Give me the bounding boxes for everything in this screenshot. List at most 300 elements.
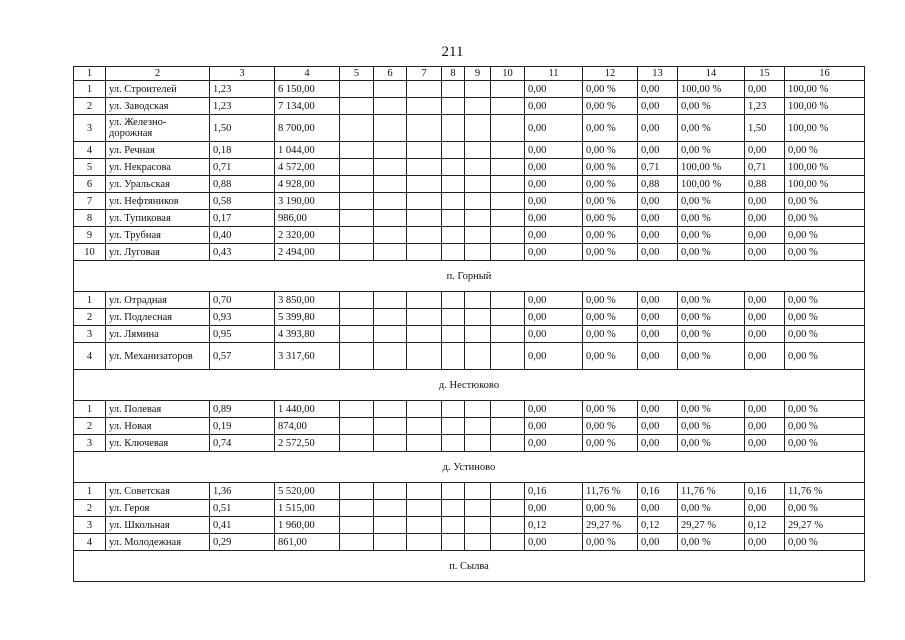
- table-cell: 0,00 %: [583, 326, 638, 343]
- table-cell: ул. Уральская: [106, 176, 210, 193]
- table-cell: ул. Строителей: [106, 81, 210, 98]
- table-cell: 1,23: [210, 98, 275, 115]
- table-cell: 0,16: [745, 483, 785, 500]
- table-cell: 0,00: [638, 534, 678, 551]
- table-cell: [374, 115, 407, 142]
- table-cell: [491, 326, 525, 343]
- table-cell: 0,00: [525, 244, 583, 261]
- table-cell: [340, 517, 374, 534]
- table-row: [74, 98, 865, 115]
- table-cell: 3 850,00: [275, 292, 340, 309]
- table-cell: ул. Некрасова: [106, 159, 210, 176]
- table-cell: 3: [74, 115, 106, 142]
- table-cell: ул. Трубная: [106, 227, 210, 244]
- table-cell: 4: [74, 534, 106, 551]
- table-cell: [407, 98, 442, 115]
- table-cell: [374, 483, 407, 500]
- table-cell: 0,00 %: [583, 534, 638, 551]
- table-cell: 0,00: [745, 227, 785, 244]
- table-row: [74, 343, 865, 370]
- table-cell: 2: [74, 309, 106, 326]
- table-cell: [442, 500, 465, 517]
- table-cell: 0,29: [210, 534, 275, 551]
- table-cell: [374, 159, 407, 176]
- column-header: 10: [491, 67, 525, 81]
- table-cell: 0,00: [745, 81, 785, 98]
- table-cell: 5 520,00: [275, 483, 340, 500]
- table-cell: [374, 309, 407, 326]
- table-cell: [374, 517, 407, 534]
- table-cell: [491, 227, 525, 244]
- table-cell: 0,00: [745, 193, 785, 210]
- table-cell: 0,00 %: [583, 292, 638, 309]
- table-cell: 0,00 %: [583, 159, 638, 176]
- table-cell: [491, 500, 525, 517]
- table-cell: 7: [74, 193, 106, 210]
- table-cell: [442, 210, 465, 227]
- table-cell: [407, 309, 442, 326]
- table-cell: 0,71: [210, 159, 275, 176]
- table-cell: 0,00: [638, 435, 678, 452]
- table-cell: 0,00: [745, 343, 785, 370]
- table-cell: 29,27 %: [583, 517, 638, 534]
- table-cell: [374, 435, 407, 452]
- table-cell: 1 960,00: [275, 517, 340, 534]
- table-cell: 0,00: [745, 418, 785, 435]
- table-cell: [407, 210, 442, 227]
- table-cell: 1: [74, 483, 106, 500]
- column-header: 12: [583, 67, 638, 81]
- table-cell: 100,00 %: [785, 115, 865, 142]
- table-cell: [374, 534, 407, 551]
- table-row: [74, 309, 865, 326]
- table-cell: 10: [74, 244, 106, 261]
- table-cell: [465, 309, 491, 326]
- table-cell: 0,00 %: [678, 401, 745, 418]
- table-cell: 29,27 %: [678, 517, 745, 534]
- table-cell: [340, 115, 374, 142]
- table-cell: [340, 401, 374, 418]
- table-cell: [340, 193, 374, 210]
- table-cell: [340, 176, 374, 193]
- table-cell: 0,00: [638, 292, 678, 309]
- table-cell: 0,00: [638, 244, 678, 261]
- table-cell: [465, 401, 491, 418]
- table-cell: 3 190,00: [275, 193, 340, 210]
- table-cell: 0,88: [638, 176, 678, 193]
- table-cell: [407, 159, 442, 176]
- table-cell: [465, 483, 491, 500]
- table-cell: 100,00 %: [785, 81, 865, 98]
- table-cell: 1: [74, 81, 106, 98]
- table-cell: [442, 193, 465, 210]
- table-cell: 0,12: [638, 517, 678, 534]
- table-cell: [442, 326, 465, 343]
- table-cell: 7 134,00: [275, 98, 340, 115]
- table-row: [74, 292, 865, 309]
- table-cell: 0,00: [745, 142, 785, 159]
- table-cell: [491, 483, 525, 500]
- table-row: [74, 176, 865, 193]
- table-cell: 0,70: [210, 292, 275, 309]
- table-cell: 0,12: [745, 517, 785, 534]
- table-cell: 0,51: [210, 500, 275, 517]
- table-row: [74, 81, 865, 98]
- table-cell: [442, 227, 465, 244]
- table-cell: [442, 176, 465, 193]
- table-row: [74, 210, 865, 227]
- table-cell: 0,00: [525, 210, 583, 227]
- table-row: [74, 115, 865, 142]
- table-cell: [442, 435, 465, 452]
- table-cell: [374, 98, 407, 115]
- table-cell: [374, 244, 407, 261]
- table-cell: 0,00 %: [678, 227, 745, 244]
- table-cell: [374, 343, 407, 370]
- table-cell: ул. Молодежная: [106, 534, 210, 551]
- table-cell: [374, 142, 407, 159]
- table-row: [74, 227, 865, 244]
- table-cell: 0,00 %: [678, 326, 745, 343]
- column-header: 13: [638, 67, 678, 81]
- table-cell: ул. Полевая: [106, 401, 210, 418]
- section-title: д. Устиново: [74, 452, 865, 483]
- table-cell: [407, 534, 442, 551]
- table-cell: 0,88: [745, 176, 785, 193]
- table-cell: 0,00: [638, 193, 678, 210]
- table-cell: 0,00 %: [678, 435, 745, 452]
- data-table: [73, 66, 865, 582]
- table-cell: 0,00: [525, 326, 583, 343]
- table-row: [74, 517, 865, 534]
- table-cell: 0,00 %: [678, 115, 745, 142]
- table-cell: ул. Школьная: [106, 517, 210, 534]
- table-cell: 4 393,80: [275, 326, 340, 343]
- table-cell: [442, 401, 465, 418]
- column-header: 5: [340, 67, 374, 81]
- table-cell: 4 572,00: [275, 159, 340, 176]
- table-cell: [340, 500, 374, 517]
- table-cell: [442, 534, 465, 551]
- table-cell: 0,00: [525, 500, 583, 517]
- table-cell: [407, 115, 442, 142]
- table-cell: 100,00 %: [678, 81, 745, 98]
- table-cell: 0,00 %: [678, 210, 745, 227]
- table-cell: 0,00: [525, 142, 583, 159]
- table-cell: 0,43: [210, 244, 275, 261]
- table-cell: 0,00 %: [785, 193, 865, 210]
- column-header: 15: [745, 67, 785, 81]
- table-cell: 3 317,60: [275, 343, 340, 370]
- table-cell: [442, 418, 465, 435]
- table-cell: [491, 517, 525, 534]
- table-cell: ул. Механизаторов: [106, 343, 210, 370]
- table-cell: ул. Речная: [106, 142, 210, 159]
- table-cell: [340, 418, 374, 435]
- table-cell: [374, 81, 407, 98]
- table-cell: [374, 500, 407, 517]
- table-cell: 0,95: [210, 326, 275, 343]
- table-cell: ул. Заводская: [106, 98, 210, 115]
- table-cell: 3: [74, 517, 106, 534]
- table-row: [74, 159, 865, 176]
- table-cell: 0,00: [525, 534, 583, 551]
- table-cell: 0,00: [638, 401, 678, 418]
- table-cell: 0,00: [745, 244, 785, 261]
- table-cell: [340, 244, 374, 261]
- table-cell: [491, 159, 525, 176]
- table-cell: 5: [74, 159, 106, 176]
- table-cell: 8 700,00: [275, 115, 340, 142]
- table-cell: 0,00 %: [583, 98, 638, 115]
- table-cell: 1,23: [745, 98, 785, 115]
- table-cell: 0,00 %: [678, 142, 745, 159]
- table-cell: 1 440,00: [275, 401, 340, 418]
- table-cell: 0,00 %: [785, 309, 865, 326]
- table-cell: 0,41: [210, 517, 275, 534]
- table-cell: 0,00 %: [785, 210, 865, 227]
- table-cell: [491, 309, 525, 326]
- table-cell: ул. Лямина: [106, 326, 210, 343]
- table-cell: 0,00: [745, 500, 785, 517]
- table-cell: 3: [74, 326, 106, 343]
- table-cell: [442, 98, 465, 115]
- table-row: [74, 534, 865, 551]
- table-row: [74, 435, 865, 452]
- table-cell: 0,19: [210, 418, 275, 435]
- table-cell: [465, 227, 491, 244]
- table-cell: 0,00: [638, 142, 678, 159]
- table-cell: ул. Советская: [106, 483, 210, 500]
- table-cell: 0,93: [210, 309, 275, 326]
- table-cell: 0,00: [638, 81, 678, 98]
- table-cell: 1: [74, 292, 106, 309]
- table-cell: 0,00: [638, 418, 678, 435]
- table-cell: [465, 193, 491, 210]
- table-cell: [442, 343, 465, 370]
- table-cell: 0,00: [525, 159, 583, 176]
- column-header: 8: [442, 67, 465, 81]
- table-cell: ул. Подлесная: [106, 309, 210, 326]
- table-cell: 100,00 %: [785, 159, 865, 176]
- table-row: [74, 142, 865, 159]
- table-cell: [465, 142, 491, 159]
- table-cell: 0,00: [525, 193, 583, 210]
- table-cell: 9: [74, 227, 106, 244]
- table-cell: 3: [74, 435, 106, 452]
- table-cell: [407, 326, 442, 343]
- table-cell: [442, 159, 465, 176]
- table-cell: 0,00 %: [678, 534, 745, 551]
- table-row: [74, 244, 865, 261]
- table-cell: [465, 418, 491, 435]
- table-cell: 0,00 %: [678, 500, 745, 517]
- table-cell: [340, 483, 374, 500]
- table-cell: 0,00: [638, 115, 678, 142]
- table-cell: [491, 435, 525, 452]
- table-cell: 0,00 %: [785, 418, 865, 435]
- table-cell: 100,00 %: [785, 98, 865, 115]
- table-cell: ул. Луговая: [106, 244, 210, 261]
- table-cell: [465, 176, 491, 193]
- table-cell: 4 928,00: [275, 176, 340, 193]
- table-cell: [340, 326, 374, 343]
- table-cell: [491, 343, 525, 370]
- page-number: 211: [441, 44, 464, 60]
- table-cell: 2: [74, 418, 106, 435]
- table-cell: 0,00 %: [785, 326, 865, 343]
- table-row: [74, 193, 865, 210]
- table-cell: [465, 343, 491, 370]
- table-cell: 1: [74, 401, 106, 418]
- column-header: 4: [275, 67, 340, 81]
- table-cell: [442, 292, 465, 309]
- table-cell: 0,00: [525, 309, 583, 326]
- table-cell: 0,00: [638, 500, 678, 517]
- table-cell: [442, 244, 465, 261]
- table-row: [74, 418, 865, 435]
- table-cell: 0,17: [210, 210, 275, 227]
- table-cell: [407, 483, 442, 500]
- table-cell: 0,71: [745, 159, 785, 176]
- table-cell: [374, 193, 407, 210]
- table-cell: 0,00 %: [785, 292, 865, 309]
- table-cell: [465, 326, 491, 343]
- table-cell: 0,16: [638, 483, 678, 500]
- table-cell: [465, 98, 491, 115]
- table-cell: [374, 176, 407, 193]
- table-cell: 1,36: [210, 483, 275, 500]
- section-title-row: [74, 261, 865, 292]
- table-cell: 0,00 %: [785, 244, 865, 261]
- table-cell: [491, 244, 525, 261]
- table-cell: 0,40: [210, 227, 275, 244]
- table-cell: 874,00: [275, 418, 340, 435]
- table-cell: 0,00: [525, 176, 583, 193]
- column-header: 1: [74, 67, 106, 81]
- table-cell: 0,00 %: [785, 401, 865, 418]
- table-cell: [407, 292, 442, 309]
- table-cell: [407, 176, 442, 193]
- section-title-row: [74, 452, 865, 483]
- table-cell: [340, 210, 374, 227]
- table-cell: 0,00: [525, 418, 583, 435]
- column-header: 16: [785, 67, 865, 81]
- table-cell: [407, 418, 442, 435]
- table-cell: [374, 227, 407, 244]
- table-cell: [465, 210, 491, 227]
- table-cell: 0,57: [210, 343, 275, 370]
- table-cell: 0,00: [638, 343, 678, 370]
- table-cell: [407, 81, 442, 98]
- table-cell: 4: [74, 142, 106, 159]
- table-cell: [465, 159, 491, 176]
- column-header: 3: [210, 67, 275, 81]
- table-cell: 986,00: [275, 210, 340, 227]
- table-cell: [491, 210, 525, 227]
- table-cell: [442, 115, 465, 142]
- table-cell: 0,00: [638, 210, 678, 227]
- table-row: [74, 326, 865, 343]
- table-cell: 0,00: [745, 326, 785, 343]
- table-cell: [465, 534, 491, 551]
- table-cell: [465, 517, 491, 534]
- table-cell: 0,00: [525, 98, 583, 115]
- table-cell: 0,00 %: [583, 244, 638, 261]
- table-cell: 0,00 %: [785, 500, 865, 517]
- table-cell: 1,50: [745, 115, 785, 142]
- column-header: 9: [465, 67, 491, 81]
- table-cell: [407, 517, 442, 534]
- table-cell: [442, 81, 465, 98]
- table-cell: 0,00: [525, 343, 583, 370]
- table-cell: 11,76 %: [785, 483, 865, 500]
- table-cell: 2 494,00: [275, 244, 340, 261]
- table-cell: 0,12: [525, 517, 583, 534]
- table-cell: 11,76 %: [583, 483, 638, 500]
- table-row: [74, 500, 865, 517]
- section-title: п. Сылва: [74, 551, 865, 582]
- table-cell: 0,00 %: [583, 81, 638, 98]
- table-cell: [374, 210, 407, 227]
- table-row: [74, 483, 865, 500]
- table-cell: [465, 435, 491, 452]
- table-cell: [465, 115, 491, 142]
- table-cell: [340, 435, 374, 452]
- table-cell: 0,00 %: [678, 292, 745, 309]
- table-cell: 0,74: [210, 435, 275, 452]
- table-cell: 0,00: [745, 534, 785, 551]
- table-cell: [374, 418, 407, 435]
- table-cell: 11,76 %: [678, 483, 745, 500]
- column-header: 2: [106, 67, 210, 81]
- table-cell: 0,88: [210, 176, 275, 193]
- table-cell: [442, 142, 465, 159]
- table-cell: 0,00 %: [785, 227, 865, 244]
- table-cell: [340, 292, 374, 309]
- table-cell: [465, 244, 491, 261]
- table-cell: 0,00: [745, 210, 785, 227]
- table-cell: 861,00: [275, 534, 340, 551]
- table-cell: 0,00 %: [678, 193, 745, 210]
- table-cell: [407, 401, 442, 418]
- table-cell: 0,00: [525, 292, 583, 309]
- table-cell: 0,00: [638, 227, 678, 244]
- table-cell: ул. Ключевая: [106, 435, 210, 452]
- table-cell: 100,00 %: [785, 176, 865, 193]
- table-cell: 0,00 %: [583, 418, 638, 435]
- table-cell: 0,00 %: [678, 98, 745, 115]
- table-cell: 8: [74, 210, 106, 227]
- table-cell: 0,00: [745, 401, 785, 418]
- table-cell: 5 399,80: [275, 309, 340, 326]
- table-cell: 6: [74, 176, 106, 193]
- table-cell: 0,00 %: [583, 401, 638, 418]
- table-header-row: [74, 67, 865, 81]
- table-cell: 0,00 %: [785, 343, 865, 370]
- table-cell: 6 150,00: [275, 81, 340, 98]
- table-cell: 2: [74, 98, 106, 115]
- table-cell: [407, 142, 442, 159]
- table-cell: 29,27 %: [785, 517, 865, 534]
- table-cell: 0,00: [745, 292, 785, 309]
- table-cell: [340, 142, 374, 159]
- table-cell: 2 572,50: [275, 435, 340, 452]
- table-cell: [465, 292, 491, 309]
- table-cell: 0,71: [638, 159, 678, 176]
- table-cell: 0,00 %: [583, 500, 638, 517]
- table-cell: 0,00 %: [583, 309, 638, 326]
